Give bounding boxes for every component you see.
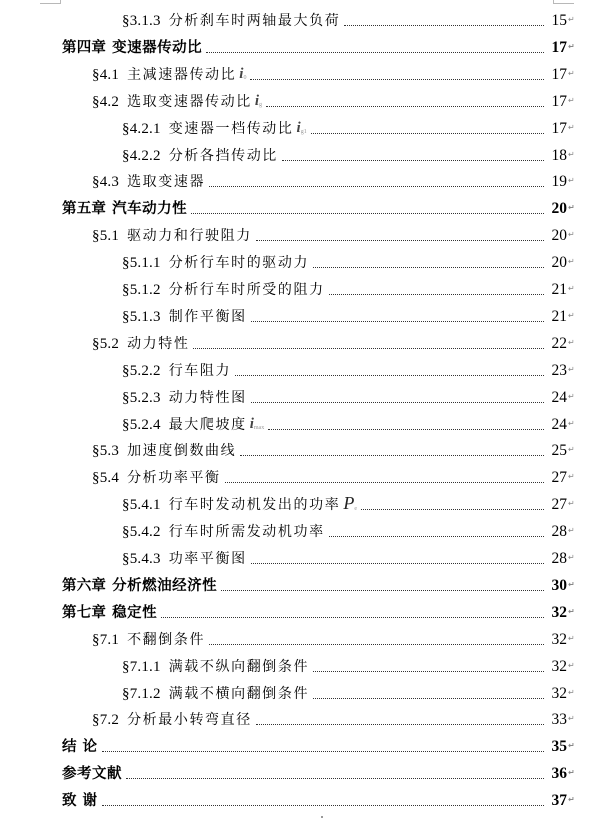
toc-entry[interactable]	[62, 600, 578, 622]
toc-entry-title: 选取变速器	[127, 174, 206, 191]
toc-entry[interactable]	[92, 438, 578, 460]
toc-entry[interactable]	[62, 35, 578, 57]
toc-entry-page-number: 25	[551, 442, 567, 460]
toc-entry-page-number: 15	[551, 12, 567, 29]
math-subscript: max	[253, 424, 265, 431]
toc-entry-page-number: 17	[551, 119, 567, 137]
toc-dot-leader	[344, 24, 544, 26]
toc-dot-leader	[191, 212, 544, 214]
toc-dot-leader	[193, 347, 544, 349]
paragraph-mark-icon: ↵	[568, 230, 575, 240]
toc-dot-leader	[161, 616, 544, 618]
toc-entry-number: §7.1.1	[122, 658, 161, 675]
paragraph-mark-icon: ↵	[568, 714, 575, 724]
toc-entry-page-number: 20	[551, 227, 567, 245]
toc-entry-page-number: 28	[551, 523, 567, 541]
page-footer-dot	[321, 816, 323, 818]
toc-entry-title: 功率平衡图	[168, 551, 247, 567]
toc-dot-leader	[256, 239, 544, 241]
toc-entry[interactable]	[62, 573, 578, 595]
toc-entry[interactable]	[122, 304, 578, 326]
toc-entry-title: 主减速器传动比	[127, 66, 237, 83]
paragraph-mark-icon: ↵	[568, 606, 575, 616]
math-subscript: e	[354, 506, 357, 513]
paragraph-mark-icon: ↵	[568, 257, 575, 267]
toc-entry[interactable]	[92, 223, 578, 245]
toc-entry-title: 稳定性	[112, 604, 158, 621]
toc-entry-number: 第五章	[62, 201, 107, 218]
toc-entry-title: 分析行车时的驱动力	[168, 255, 310, 272]
toc-entry[interactable]	[122, 250, 578, 272]
paragraph-mark-icon: ↵	[568, 795, 575, 805]
toc-entry-page-number: 20	[551, 254, 567, 272]
paragraph-mark-icon: ↵	[568, 284, 575, 293]
toc-entry-page-number: 21	[551, 281, 567, 298]
toc-dot-leader	[266, 105, 544, 107]
toc-dot-leader	[251, 320, 544, 322]
math-subscript: g1	[300, 128, 307, 135]
toc-entry-number: §3.1.3	[122, 13, 161, 29]
toc-dot-leader	[102, 750, 544, 752]
toc-entry-math-symbol	[297, 119, 307, 141]
toc-dot-leader	[361, 508, 544, 510]
toc-dot-leader	[102, 804, 544, 806]
paragraph-mark-icon: ↵	[568, 149, 575, 159]
math-base: P	[343, 493, 355, 514]
toc-entry-title: 行车阻力	[168, 362, 232, 379]
toc-entry-page-number: 20	[551, 200, 567, 218]
toc-entry-title: 分析各挡传动比	[168, 147, 278, 164]
toc-entry-title: 选取变速器传动比	[127, 93, 252, 110]
toc-entry-number: §5.2.4	[122, 416, 161, 433]
toc-entry[interactable]	[122, 143, 578, 165]
toc-entry[interactable]	[122, 8, 578, 30]
toc-entry-title: 分析功率平衡	[127, 470, 221, 487]
toc-entry[interactable]	[92, 331, 578, 353]
paragraph-mark-icon: ↵	[568, 337, 575, 347]
toc-entry-title: 分析燃油经济性	[112, 577, 218, 594]
paragraph-mark-icon: ↵	[568, 391, 575, 401]
paragraph-mark-icon: ↵	[568, 553, 575, 562]
toc-entry[interactable]	[92, 465, 578, 487]
toc-entry-number: §4.2.2	[122, 147, 161, 164]
toc-entry-title: 动力特性图	[168, 389, 247, 406]
toc-dot-leader	[313, 266, 544, 268]
toc-entry[interactable]	[92, 62, 578, 84]
paragraph-mark-icon: ↵	[568, 203, 575, 213]
toc-dot-leader	[209, 185, 544, 187]
toc-entry-title: 致 谢	[62, 793, 98, 810]
toc-entry-number: 第四章	[62, 39, 107, 56]
toc-entry-number: §5.4	[92, 470, 120, 487]
toc-entry[interactable]	[122, 116, 578, 138]
toc-dot-leader	[329, 535, 544, 537]
toc-entry-page-number: 32	[551, 630, 567, 648]
math-base: i	[239, 65, 244, 82]
paragraph-mark-icon: ↵	[568, 768, 575, 778]
paragraph-mark-icon: ↵	[568, 499, 575, 509]
toc-entry-math-symbol	[343, 494, 357, 518]
toc-entry-number: §5.1.1	[122, 255, 161, 272]
toc-entry-title: 满载不纵向翻倒条件	[168, 658, 310, 675]
toc-entry-number: §5.3	[92, 443, 120, 460]
paragraph-mark-icon: ↵	[568, 41, 575, 51]
toc-entry[interactable]	[92, 627, 578, 649]
page-corner-mark-top-right	[553, 0, 574, 4]
toc-dot-leader	[235, 374, 544, 376]
paragraph-mark-icon: ↵	[568, 526, 575, 536]
toc-entry[interactable]	[122, 385, 578, 407]
paragraph-mark-icon: ↵	[568, 176, 575, 186]
toc-entry[interactable]	[122, 412, 578, 434]
toc-entry-number: §5.4.2	[122, 524, 161, 541]
toc-entry[interactable]	[92, 89, 578, 111]
toc-entry-page-number: 35	[551, 738, 567, 756]
toc-entry[interactable]	[62, 788, 578, 810]
toc-entry-title: 动力特性	[127, 335, 190, 352]
toc-entry-number: §7.2	[92, 712, 120, 729]
toc-dot-leader	[329, 293, 544, 295]
paragraph-mark-icon: ↵	[568, 15, 575, 24]
toc-entry-title: 不翻倒条件	[127, 631, 206, 648]
paragraph-mark-icon: ↵	[568, 687, 575, 697]
toc-entry-page-number: 30	[551, 576, 567, 594]
toc-dot-leader	[240, 454, 544, 456]
toc-entry-page-number: 37	[551, 792, 567, 810]
toc-entry[interactable]	[122, 492, 578, 514]
toc-entry-math-symbol	[250, 415, 265, 437]
toc-entry-math-symbol	[255, 92, 262, 114]
toc-entry-page-number: 19	[551, 173, 567, 191]
toc-entry-page-number: 17	[551, 65, 567, 83]
toc-entry-number: §5.1	[92, 228, 120, 245]
toc-entry-page-number: 33	[551, 711, 567, 729]
toc-entry-number: §4.3	[92, 174, 120, 191]
toc-entry-title: 分析刹车时两轴最大负荷	[168, 13, 341, 29]
toc-entry-number: §5.2.3	[122, 389, 161, 406]
math-base: i	[249, 415, 254, 432]
toc-entry-number: §5.4.3	[122, 551, 161, 567]
toc-entry[interactable]	[92, 707, 578, 729]
toc-dot-leader	[225, 481, 544, 483]
paragraph-mark-icon: ↵	[568, 633, 575, 643]
toc-entry-number: §5.2	[92, 335, 120, 352]
toc-entry-number: 第六章	[62, 577, 107, 594]
toc-entry-page-number: 32	[551, 603, 567, 621]
toc-entry-page-number: 24	[551, 415, 567, 433]
toc-entry-title: 满载不横向翻倒条件	[168, 685, 310, 702]
toc-entry-number: §5.1.3	[122, 308, 161, 325]
math-base: i	[296, 119, 301, 136]
paragraph-mark-icon: ↵	[568, 445, 575, 455]
toc-entry-page-number: 36	[551, 765, 567, 783]
toc-entry-title: 参考文献	[62, 766, 122, 783]
toc-entry-page-number: 24	[551, 388, 567, 406]
toc-entry-title: 汽车动力性	[112, 201, 188, 218]
toc-entry-number: §5.2.2	[122, 362, 161, 379]
toc-entry-page-number: 18	[551, 146, 567, 164]
toc-dot-leader	[251, 562, 544, 564]
toc-entry-number: §4.2.1	[122, 120, 161, 137]
toc-entry-math-symbol	[239, 65, 246, 87]
toc-entry[interactable]	[122, 358, 578, 380]
toc-dot-leader	[206, 51, 544, 53]
toc-dot-leader	[313, 697, 544, 699]
toc-entry[interactable]	[122, 681, 578, 703]
toc-entry-number: §5.4.1	[122, 497, 161, 514]
math-subscript: 0	[243, 74, 247, 81]
page-corner-mark-top-left	[40, 0, 61, 4]
toc-entry-page-number: 28	[551, 550, 567, 567]
toc-entry-title: 分析行车时所受的阻力	[168, 282, 325, 298]
toc-dot-leader	[209, 643, 544, 645]
toc-dot-leader	[250, 78, 544, 80]
toc-entry[interactable]	[122, 277, 578, 299]
paragraph-mark-icon: ↵	[568, 741, 575, 751]
toc-entry-title: 制作平衡图	[168, 308, 247, 325]
paragraph-mark-icon: ↵	[568, 418, 575, 428]
toc-dot-leader	[268, 428, 544, 430]
paragraph-mark-icon: ↵	[568, 364, 575, 374]
toc-dot-leader	[282, 159, 544, 161]
paragraph-mark-icon: ↵	[568, 660, 575, 670]
toc-entry-page-number: 17	[551, 38, 567, 56]
toc-entry-title: 加速度倒数曲线	[127, 443, 237, 460]
toc-entry[interactable]	[122, 546, 578, 568]
toc-dot-leader	[311, 132, 544, 134]
toc-entry-page-number: 22	[551, 334, 567, 352]
toc-entry-title: 行车时所需发动机功率	[168, 524, 325, 541]
paragraph-mark-icon: ↵	[568, 472, 575, 482]
toc-entry-title: 最大爬坡度	[168, 416, 247, 433]
toc-entry[interactable]	[122, 654, 578, 676]
toc-entry[interactable]	[62, 734, 578, 756]
toc-dot-leader	[126, 777, 544, 779]
math-base: i	[254, 92, 260, 109]
toc-entry-page-number: 32	[551, 684, 567, 702]
toc-entry-title: 驱动力和行驶阻力	[127, 228, 252, 245]
toc-entry[interactable]	[62, 196, 578, 218]
toc-entry-page-number: 21	[551, 307, 567, 325]
paragraph-mark-icon: ↵	[568, 95, 575, 105]
toc-entry-title: 结 论	[62, 739, 98, 756]
toc-entry[interactable]	[122, 519, 578, 541]
toc-entry-title: 分析最小转弯直径	[127, 712, 252, 729]
toc-entry-page-number: 27	[551, 469, 567, 487]
toc-entry-number: §7.1	[92, 631, 120, 648]
toc-dot-leader	[221, 589, 544, 591]
math-subscript: g	[259, 101, 263, 108]
toc-dot-leader	[251, 401, 544, 403]
toc-entry-page-number: 32	[551, 657, 567, 675]
toc-entry-title: 变速器一档传动比	[168, 120, 294, 137]
toc-entry-page-number: 23	[551, 361, 567, 379]
toc-entry-number: §5.1.2	[122, 282, 161, 298]
toc-entry-page-number: 27	[551, 496, 567, 514]
toc-entry-number: §4.2	[92, 93, 120, 110]
toc-entry[interactable]	[62, 761, 578, 783]
paragraph-mark-icon: ↵	[568, 579, 575, 589]
toc-dot-leader	[256, 723, 544, 725]
toc-entry-page-number: 17	[551, 92, 567, 110]
toc-dot-leader	[313, 670, 544, 672]
toc-entry-title: 变速器传动比	[112, 39, 203, 56]
toc-entry-title: 行车时发动机发出的功率	[168, 497, 341, 514]
paragraph-mark-icon: ↵	[568, 68, 575, 78]
toc-entry-number: §7.1.2	[122, 685, 161, 702]
toc-entry[interactable]	[92, 169, 578, 191]
paragraph-mark-icon: ↵	[568, 122, 575, 132]
paragraph-mark-icon: ↵	[568, 310, 575, 320]
toc-entry-number: §4.1	[92, 66, 120, 83]
toc-entry-number: 第七章	[62, 604, 107, 621]
